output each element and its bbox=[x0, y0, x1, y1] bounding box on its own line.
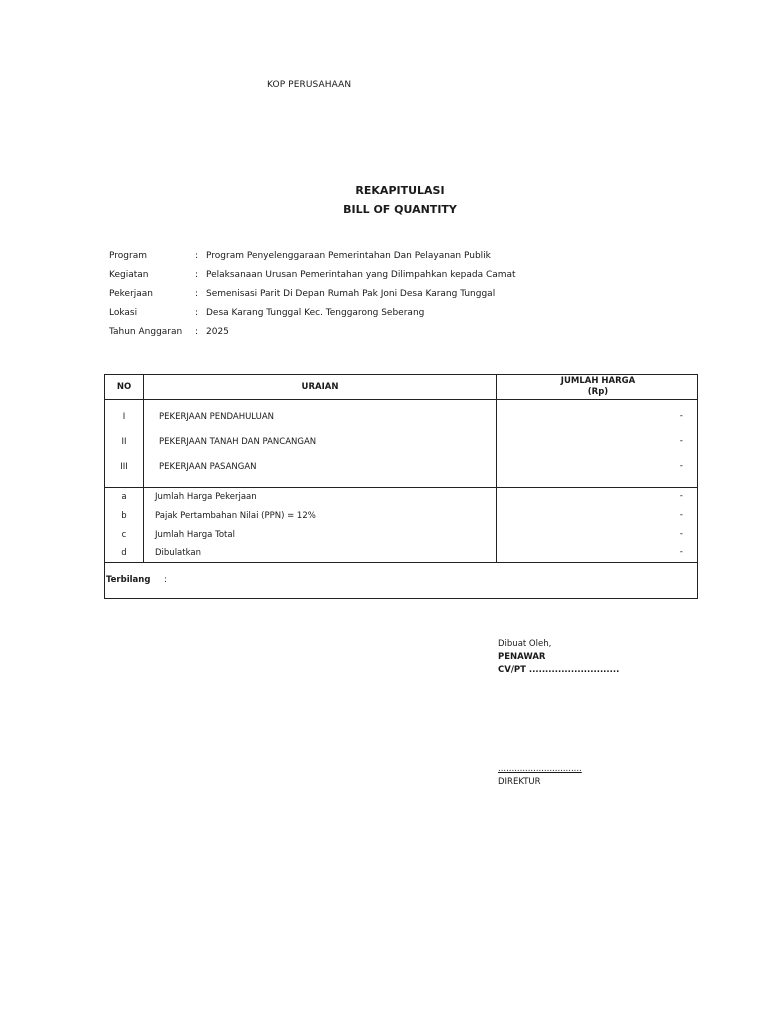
item-no: I bbox=[122, 412, 126, 422]
bill-of-quantity-table bbox=[104, 374, 698, 599]
meta-label: Lokasi bbox=[109, 308, 138, 318]
column-divider bbox=[143, 375, 144, 562]
signature-name-line: ............................... bbox=[498, 764, 582, 774]
summary-no: d bbox=[121, 548, 127, 558]
summary-uraian: Pajak Pertambahan Nilai (PPN) = 12% bbox=[155, 511, 316, 521]
item-harga: - bbox=[679, 461, 683, 471]
column-divider bbox=[496, 375, 497, 562]
item-harga: - bbox=[679, 436, 683, 446]
terbilang-colon: : bbox=[164, 575, 167, 585]
meta-label: Tahun Anggaran bbox=[109, 327, 183, 337]
header-uraian: URAIAN bbox=[301, 382, 339, 392]
meta-colon: : bbox=[195, 251, 199, 261]
meta-value: Semenisasi Parit Di Depan Rumah Pak Joni Desa Karang Tunggal bbox=[206, 289, 496, 299]
summary-harga: - bbox=[679, 529, 683, 539]
meta-colon: : bbox=[195, 270, 199, 280]
section-divider bbox=[105, 487, 697, 488]
cv-pt-text: CV/PT ............................ bbox=[498, 665, 620, 675]
summary-no: c bbox=[121, 530, 127, 540]
meta-colon: : bbox=[195, 327, 199, 337]
item-harga: - bbox=[679, 411, 683, 421]
meta-value: Pelaksanaan Urusan Pemerintahan yang Dilimpahkan kepada Camat bbox=[206, 270, 516, 280]
cv-pt-line bbox=[498, 665, 619, 675]
meta-value: 2025 bbox=[206, 327, 229, 337]
meta-value: Program Penyelenggaraan Pemerintahan Dan Pelayanan Publik bbox=[206, 251, 491, 261]
meta-value: Desa Karang Tunggal Kec. Tenggarong Seberang bbox=[206, 308, 425, 318]
dibuat-oleh: Dibuat Oleh, bbox=[498, 639, 552, 649]
item-uraian: PEKERJAAN TANAH DAN PANCANGAN bbox=[159, 437, 317, 447]
item-no: III bbox=[120, 462, 128, 472]
summary-no: a bbox=[121, 492, 127, 502]
summary-no: b bbox=[121, 511, 127, 521]
summary-harga: - bbox=[679, 510, 683, 520]
summary-uraian: Dibulatkan bbox=[155, 548, 201, 558]
meta-colon: : bbox=[195, 308, 199, 318]
summary-uraian: Jumlah Harga Pekerjaan bbox=[155, 492, 257, 502]
header-no: NO bbox=[116, 382, 132, 392]
document-title: REKAPITULASI bbox=[355, 184, 445, 197]
meta-colon: : bbox=[195, 289, 199, 299]
kop-perusahaan: KOP PERUSAHAAN bbox=[267, 80, 352, 90]
document-subtitle: BILL OF QUANTITY bbox=[343, 203, 457, 216]
header-divider bbox=[105, 399, 697, 400]
header-jumlah-harga: JUMLAH HARGA bbox=[560, 376, 636, 386]
header-rp: (Rp) bbox=[587, 387, 609, 397]
summary-harga: - bbox=[679, 547, 683, 557]
item-uraian: PEKERJAAN PENDAHULUAN bbox=[159, 412, 275, 422]
meta-label: Pekerjaan bbox=[109, 289, 154, 299]
item-uraian: PEKERJAAN PASANGAN bbox=[159, 462, 257, 472]
item-no: II bbox=[121, 437, 127, 447]
penawar-label: PENAWAR bbox=[498, 652, 546, 662]
meta-label: Kegiatan bbox=[109, 270, 149, 280]
terbilang-divider bbox=[105, 562, 697, 563]
jabatan-direktur: DIREKTUR bbox=[498, 777, 541, 787]
summary-harga: - bbox=[679, 491, 683, 501]
summary-uraian: Jumlah Harga Total bbox=[155, 530, 235, 540]
meta-label: Program bbox=[109, 251, 147, 261]
terbilang-label: Terbilang bbox=[106, 575, 151, 585]
